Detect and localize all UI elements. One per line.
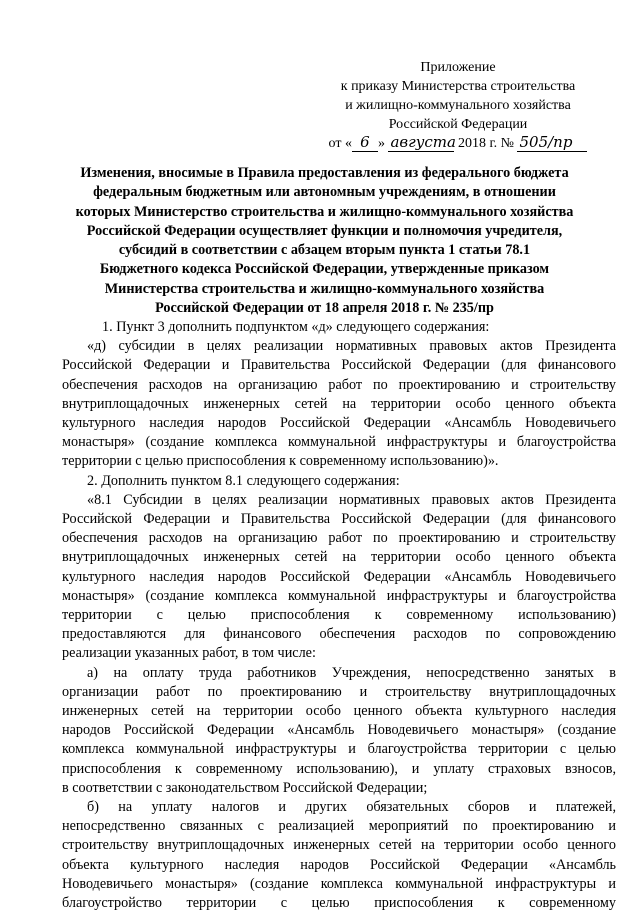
body-line: территории с целью приспособления к современному использованию) [62, 607, 616, 624]
order-number: 505/пр [517, 134, 587, 152]
body-line: Российской Федерации и Правительства Российской Федерации (для финансового [62, 511, 616, 528]
appendix-line: к приказу Министерства строительства [340, 79, 576, 94]
body-line: монастыря» (создание комплекса коммунальной инфраструктуры и благоустройства [62, 434, 616, 451]
body-line: инженерных сетей на территории особо ценного объекта культурного наследия [62, 703, 616, 720]
body-line: б) на уплату налогов и других обязательных сборов и платежей, [87, 799, 616, 816]
body-line: внутриплощадочных инженерных сетей на территории особо ценного объекта [62, 395, 616, 412]
appendix-header [308, 58, 608, 153]
appendix-line: Приложение [420, 60, 496, 75]
appendix-line: и жилищно-коммунального хозяйства [345, 98, 571, 113]
body-line: «8.1 Субсидии в целях реализации нормативных правовых актов Президента [87, 491, 616, 508]
body-line: монастыря» (создание комплекса коммунальной инфраструктуры и благоустройства [62, 587, 616, 604]
date-prefix: от « [328, 136, 352, 151]
title-line: Бюджетного кодекса Российской Федерации, утвержденные приказом [99, 261, 550, 278]
body-line: территории с целью приспособления к современному использованию)». [62, 453, 499, 470]
document-title [62, 164, 587, 318]
body-line: Российской Федерации и Правительства Российской Федерации (для финансового [62, 357, 616, 374]
title-line: которых Министерство строительства и жилищно-коммунального хозяйства [75, 203, 574, 220]
body-line: организации работ по проектированию и строительству внутриплощадочных [62, 683, 616, 700]
body-line: предоставляются для финансового обеспечения расходов по сопровождению [62, 626, 616, 643]
title-line: федеральным бюджетным или автономным учреждениям, в отношении [93, 184, 556, 201]
order-month: августа [390, 133, 456, 151]
body-line: обеспечения расходов на организацию работ по проектированию и строительству [62, 530, 616, 547]
document-body [62, 318, 616, 913]
date-mid: » [377, 136, 385, 151]
title-line: Российской Федерации от 18 апреля 2018 г. № 235/пр [155, 300, 494, 317]
title-line: Министерства строительства и жилищно-коммунального хозяйства [104, 280, 545, 297]
order-year: 2018 г. № [457, 136, 514, 151]
order-date-line [308, 134, 608, 153]
body-line: внутриплощадочных инженерных сетей на территории особо ценного объекта [62, 549, 616, 566]
body-line: 2. Дополнить пунктом 8.1 следующего содержания: [87, 472, 400, 489]
body-line: 1. Пункт 3 дополнить подпунктом «д» следующего содержания: [102, 319, 490, 335]
appendix-line: Российской Федерации [388, 117, 528, 132]
body-line: народов Российской Федерации «Ансамбль Новодевичьего монастыря» (создание [62, 722, 616, 739]
body-line: обеспечения расходов на организацию работ по проектированию и строительству [62, 376, 616, 393]
body-line: объекта культурного наследия народов Российской Федерации «Ансамбль [62, 856, 616, 873]
body-line: реализации указанных работ, в том числе: [62, 645, 316, 662]
body-line: непосредственно связанных с реализацией мероприятий по проектированию и [62, 818, 616, 835]
order-day: 6 [352, 134, 378, 152]
body-line: комплекса коммунальной инфраструктуры и благоустройства территории с целью [62, 741, 616, 758]
body-line: приспособления к современному использованию), и уплату страховых взносов, [62, 760, 616, 777]
title-line: субсидий в соответствии с абзацем вторым пункта 1 статьи 78.1 [118, 242, 531, 259]
body-line: а) на оплату труда работников Учреждения, непосредственно занятых в [87, 664, 616, 681]
body-line: культурного наследия народов Российской Федерации «Ансамбль Новодевичьего [62, 415, 616, 432]
body-line: в соответствии с законодательством Российской Федерации; [62, 779, 428, 796]
body-line: благоустройство территории с целью приспособления к современному [62, 895, 616, 912]
body-line: Новодевичьего монастыря» (создание комплекса коммунальной инфраструктуры и [62, 875, 616, 892]
body-line: строительству внутриплощадочных инженерных сетей на территории особо ценного [62, 837, 616, 854]
title-line: Российской Федерации осуществляет функции и полномочия учредителя, [86, 222, 563, 239]
body-line: культурного наследия народов Российской Федерации «Ансамбль Новодевичьего [62, 568, 616, 585]
body-line: «д) субсидии в целях реализации нормативных правовых актов Президента [87, 338, 616, 355]
title-line: Изменения, вносимые в Правила предоставления из федерального бюджета [80, 165, 569, 181]
